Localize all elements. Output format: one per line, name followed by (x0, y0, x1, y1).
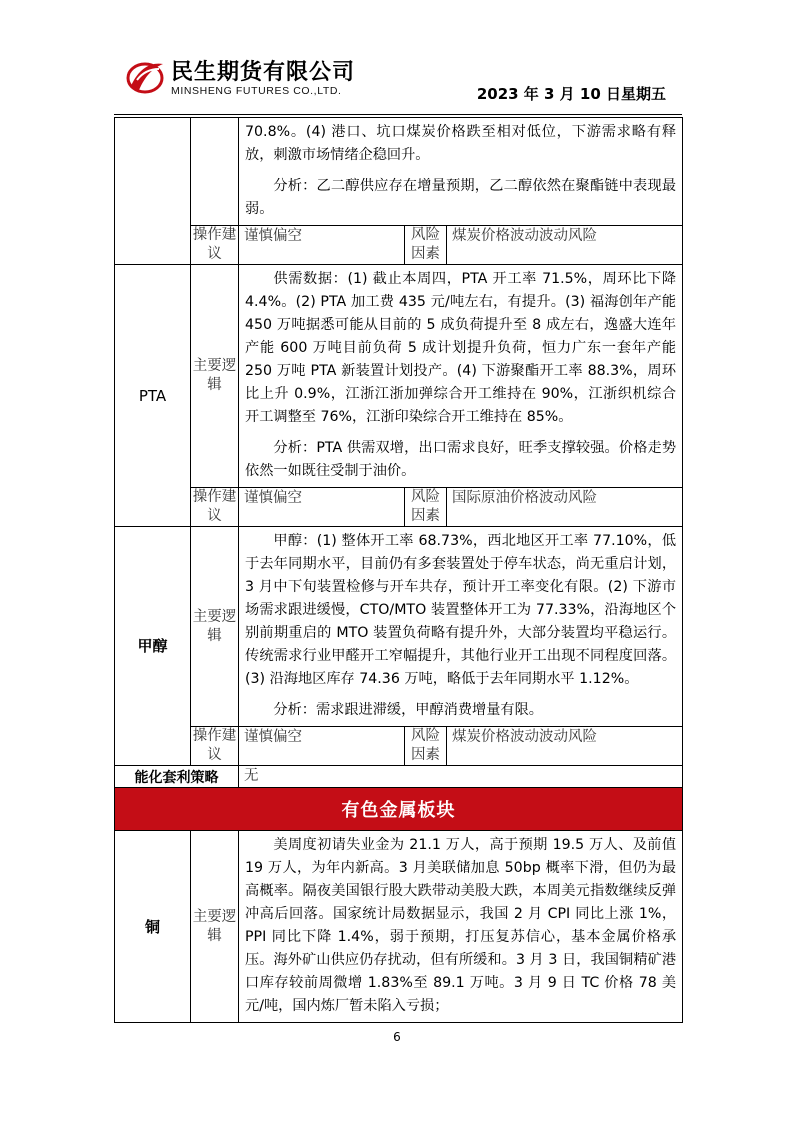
section-header-row (115, 788, 683, 831)
company-name-en: MINSHENG FUTURES CO.,LTD. (171, 85, 342, 97)
pta-logic-cell (239, 265, 683, 488)
arbitrage-value: 无 (239, 766, 683, 788)
methanol-logic-cell (239, 527, 683, 727)
meg-product-cell (115, 118, 191, 265)
header-divider (114, 114, 682, 115)
methanol-risk: 煤炭价格波动波动风险 (447, 727, 683, 766)
copper-logic-cell (239, 831, 683, 1023)
meg-risk: 煤炭价格波动波动风险 (447, 226, 683, 265)
methanol-advice-row (115, 727, 683, 766)
pta-logic-row (115, 265, 683, 488)
copper-product-name: 铜 (115, 831, 191, 1023)
methanol-logic-text: 甲醇：(1) 整体开工率 68.73%，西北地区开工率 77.10%，低于去年同期水平，目前仍有多套装置处于停车状态，尚无重启计划，3 月中下旬装置检修与开车共存，预计开工率变化有限。(2) 下游市场需求跟进缓慢，CTO/MTO 装置整体开工为 77.33%，沿海地区个别前期重启的 MTO 装置负荷略有提升外，大部分装置均平稳运行。传统需求行业甲醛开工窄幅提升，其他行业开工出现不同程度回落。(3) 沿海地区库存 74.36 万吨，略低于去年同期水平 1.12%。 (245, 533, 677, 687)
section-title: 有色金属板块 (115, 788, 683, 831)
meg-logic-row (115, 118, 683, 226)
pta-operation-label: 操作建议 (191, 488, 239, 527)
pta-logic-label: 主要逻辑 (191, 265, 239, 488)
methanol-analysis-text: 分析：需求跟进滞缓，甲醇消费增量有限。 (273, 702, 543, 718)
meg-operation-label: 操作建议 (191, 226, 239, 265)
copper-logic-label: 主要逻辑 (191, 831, 239, 1023)
pta-advice: 谨慎偏空 (239, 488, 405, 527)
copper-logic-text: 美周度初请失业金为 21.1 万人，高于预期 19.5 万人、及前值 19 万人，为年内新高。3 月美联储加息 50bp 概率下滑，但仍为最高概率。隔夜美国银行股大跌带动美股大跌，本周美元指数继续反弹冲高后回落。国家统计局数据显示，我国 2 月 CPI 同比上涨 1%，PPI 同比下降 1.4%，弱于预期，打压复苏信心，基本金属价格承压。海外矿山供应仍存扰动，但有所缓和。3 月 3 日，我国铜精矿港口库存较前周微增 1.83%至 89.1 万吨。3 月 9 日 TC 价格 78 美元/吨，国内炼厂暂未陷入亏损； (245, 837, 677, 1014)
methanol-advice: 谨慎偏空 (239, 727, 405, 766)
meg-risk-label: 风险因素 (405, 226, 447, 265)
meg-analysis-text: 分析：乙二醇供应存在增量预期，乙二醇依然在聚酯链中表现最弱。 (245, 178, 677, 217)
page-header (0, 0, 794, 118)
pta-risk-label: 风险因素 (405, 488, 447, 527)
page-number: 6 (393, 1030, 401, 1044)
copper-logic-row (115, 831, 683, 1023)
meg-logic-cell (239, 118, 683, 226)
pta-analysis-text: 分析：PTA 供需双增，出口需求良好，旺季支撑较强。价格走势依然一如既往受制于油价。 (245, 440, 677, 479)
strategy-table (114, 117, 683, 1023)
methanol-operation-label: 操作建议 (191, 727, 239, 766)
arbitrage-row (115, 766, 683, 788)
arbitrage-label: 能化套利策略 (115, 766, 239, 788)
pta-logic-text: 供需数据：(1) 截止本周四，PTA 开工率 71.5%，周环比下降 4.4%。(2) PTA 加工费 435 元/吨左右，有提升。(3) 福海创年产能 450 万吨据悉可能从目前的 5 成负荷提升至 8 成左右，逸盛大连年产能 600 万吨目前负荷 5 成计划提升负荷，恒力广东一套年产能 250 万吨 PTA 新装置计划投产。(4) 下游聚酯开工率 88.3%，周环比上升 0.9%，江浙江浙加弹综合开工维持在 90%，江浙织机综合开工调整至 76%，江浙印染综合开工维持在 85%。 (245, 271, 677, 425)
pta-product-name: PTA (115, 265, 191, 527)
meg-logic-label-cell (191, 118, 239, 226)
pta-advice-row (115, 488, 683, 527)
methanol-logic-label: 主要逻辑 (191, 527, 239, 727)
methanol-product-name: 甲醇 (115, 527, 191, 766)
report-date: 2023 年 3 月 10 日星期五 (476, 85, 666, 103)
meg-advice-row (115, 226, 683, 265)
methanol-logic-row (115, 527, 683, 727)
meg-advice: 谨慎偏空 (239, 226, 405, 265)
methanol-risk-label: 风险因素 (405, 727, 447, 766)
pta-risk: 国际原油价格波动风险 (447, 488, 683, 527)
minsheng-swoosh-logo-icon (125, 56, 165, 96)
company-logo (125, 54, 365, 104)
company-name-cn: 民生期货有限公司 (171, 60, 356, 85)
meg-logic-text: 70.8%。(4) 港口、坑口煤炭价格跌至相对低位，下游需求略有释放，刺激市场情绪企稳回升。 (245, 124, 677, 163)
